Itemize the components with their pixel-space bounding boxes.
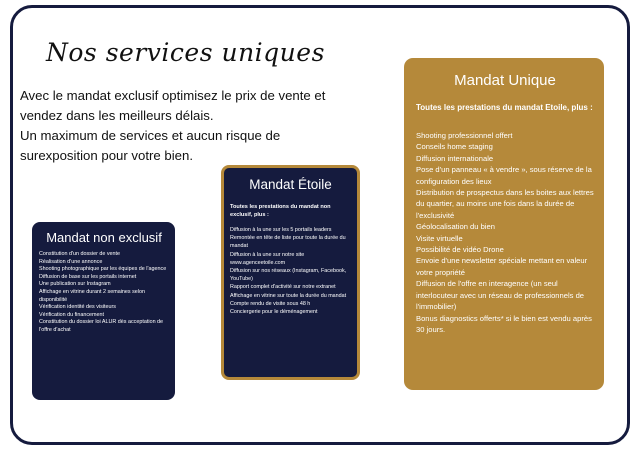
intro-paragraph: Avec le mandat exclusif optimisez le prix de vente et vendez dans les meilleurs délais. bbox=[20, 88, 326, 123]
card-mandat-non-exclusif bbox=[32, 222, 175, 400]
service-item: Vérification du financement bbox=[39, 311, 105, 318]
intro-text bbox=[20, 86, 340, 166]
service-item: Diffusion sur nos réseaux (Instagram, Facebook, YouTube) bbox=[230, 268, 347, 283]
card-title: Mandat Unique bbox=[454, 72, 556, 89]
intro-paragraph: Un maximum de services et aucun risque de surexposition pour votre bien. bbox=[20, 128, 281, 163]
service-item: Affichage en vitrine sur toute la durée du mandat bbox=[230, 292, 347, 299]
service-item: Constitution du dossier loi ALUR dès acceptation de l'offre d'achat bbox=[39, 319, 164, 333]
service-item: Shooting photographique par les équipes de l'agence bbox=[39, 266, 167, 273]
service-item: Remontée en tête de liste pour toute la durée du mandat bbox=[230, 235, 346, 250]
service-item: Possibilité de vidéo Drone bbox=[416, 245, 504, 255]
service-item: Géolocalisation du bien bbox=[416, 222, 495, 232]
service-item: Diffusion de l'offre en interagence (un seul interlocuteur avec un réseau de professionnels de l'immobilier) bbox=[416, 279, 585, 312]
service-item: Compte rendu de visite sous 48 h bbox=[230, 300, 311, 307]
service-item: Une publication sur Instagram bbox=[39, 281, 111, 288]
service-item: Rapport complet d'activité sur notre extranet bbox=[230, 284, 336, 291]
service-item: Conseils home staging bbox=[416, 142, 493, 152]
service-item: Visite virtuelle bbox=[416, 233, 463, 243]
card-title: Mandat Étoile bbox=[249, 177, 332, 192]
card-intro: Toutes les prestations du mandat Etoile, plus : bbox=[416, 103, 593, 112]
service-item: Diffusion de base sur les portails internet bbox=[39, 273, 137, 280]
service-item: Réalisation d'une annonce bbox=[39, 258, 103, 265]
service-item: Shooting professionnel offert bbox=[416, 131, 513, 140]
service-list bbox=[416, 130, 594, 335]
service-item: Constitution d'un dossier de vente bbox=[39, 251, 121, 257]
service-item: Vérification identité des visiteurs bbox=[39, 304, 117, 311]
service-item: Diffusion à la une sur notre site www.agenceetoile.com bbox=[230, 251, 305, 266]
service-item: Diffusion internationale bbox=[416, 153, 494, 163]
service-item: Distribution de prospectus dans les boites aux lettres du quartier, au moins une fois dans la durée de l'exclusivité bbox=[416, 188, 594, 220]
service-item: Bonus diagnostics offerts* si le bien est vendu après 30 jours. bbox=[416, 313, 592, 334]
card-mandat-etoile bbox=[221, 165, 360, 380]
service-list bbox=[39, 251, 169, 335]
page-title: Nos services uniques bbox=[46, 38, 325, 67]
service-list bbox=[230, 226, 351, 316]
service-item: Conciergerie pour le déménagement bbox=[230, 309, 318, 316]
service-item: Affichage en vitrine durant 2 semaines selon disponibilité bbox=[39, 288, 145, 303]
service-item: Envoie d'une newsletter spéciale mettant en valeur votre propriété bbox=[416, 256, 588, 277]
service-item: Diffusion à la une sur les 5 portails leaders bbox=[230, 227, 332, 233]
card-title: Mandat non exclusif bbox=[46, 230, 162, 245]
card-intro: Toutes les prestations du mandat non exclusif, plus : bbox=[230, 204, 331, 218]
service-item: Pose d'un panneau « à vendre », sous réserve de la configuration des lieux bbox=[416, 165, 592, 186]
card-mandat-unique bbox=[404, 58, 604, 390]
